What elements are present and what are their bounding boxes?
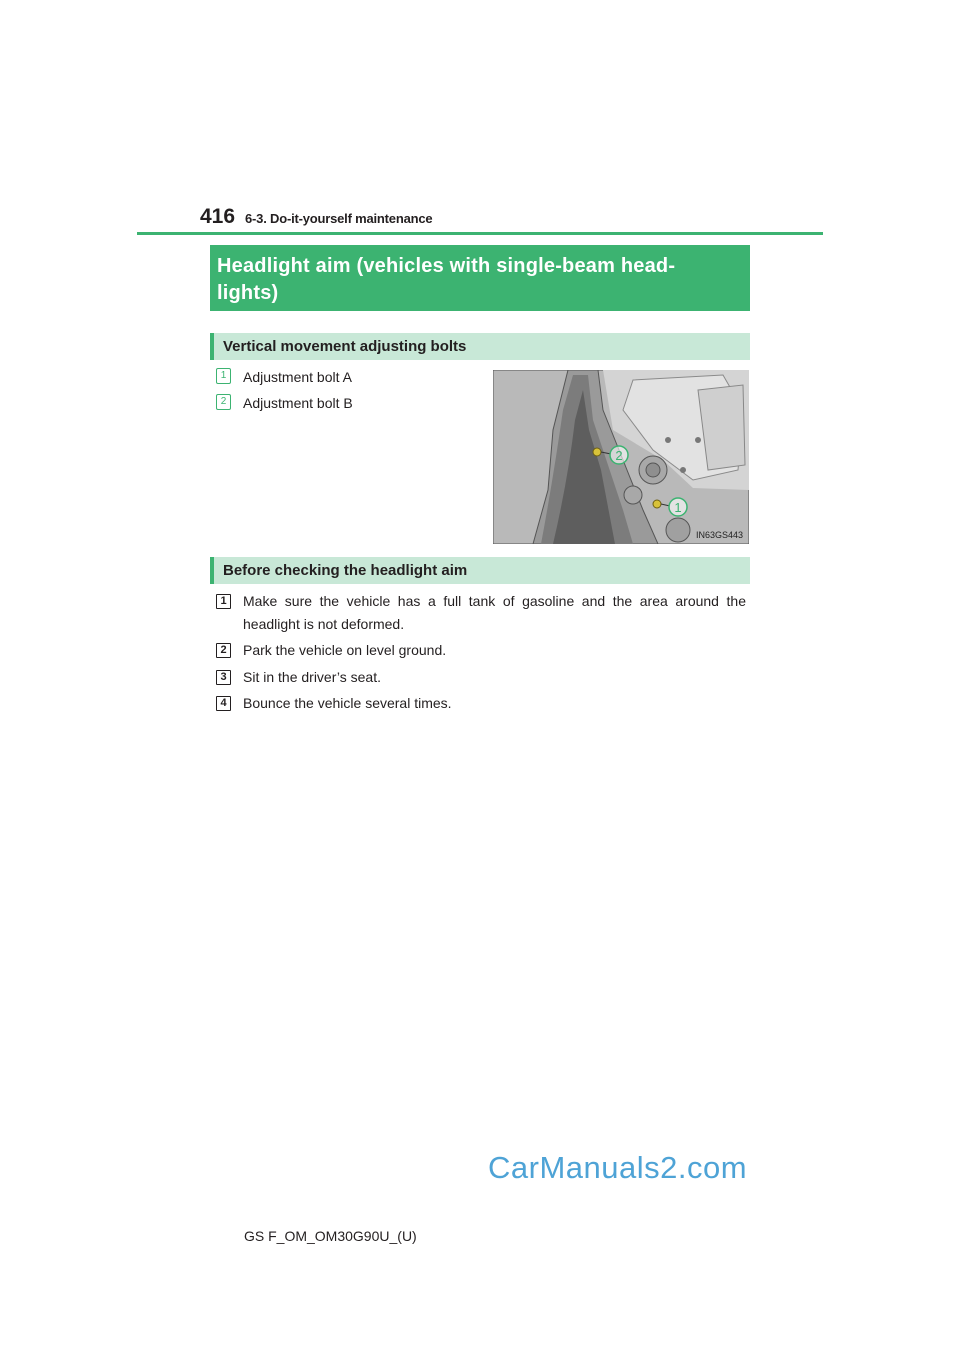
footer-code: GS F_OM_OM30G90U_(U) bbox=[244, 1228, 417, 1244]
step-1-text bbox=[243, 590, 746, 636]
callout-badge-1: 1 bbox=[216, 368, 231, 384]
step-1-line2: headlight is not deformed. bbox=[243, 616, 405, 632]
illustration-code: IN63GS443 bbox=[695, 530, 743, 540]
before-checking-heading: Before checking the headlight aim bbox=[210, 557, 750, 584]
step-1-line1: Make sure the vehicle has a full tank of gasoline and the area around the bbox=[243, 593, 746, 609]
step-badge-3: 3 bbox=[216, 670, 231, 685]
main-title bbox=[210, 245, 750, 311]
step-badge-4: 4 bbox=[216, 696, 231, 711]
headlight-illustration bbox=[493, 370, 749, 544]
step-4-text: Bounce the vehicle several times. bbox=[243, 695, 452, 711]
section-label: 6-3. Do-it-yourself maintenance bbox=[245, 211, 433, 226]
header-divider bbox=[137, 232, 823, 235]
vertical-bolts-heading: Vertical movement adjusting bolts bbox=[210, 333, 750, 360]
step-2-text: Park the vehicle on level ground. bbox=[243, 642, 447, 658]
illustration-callout-1: 1 bbox=[674, 500, 682, 515]
page-number: 416 bbox=[200, 205, 236, 228]
main-title-line2: lights) bbox=[217, 282, 279, 304]
item-label-bolt-a: Adjustment bolt A bbox=[243, 369, 352, 385]
callout-badge-2: 2 bbox=[216, 394, 231, 410]
item-label-bolt-b: Adjustment bolt B bbox=[243, 395, 353, 411]
watermark-logo: CarManuals2.com bbox=[488, 1150, 748, 1185]
step-badge-2: 2 bbox=[216, 643, 231, 658]
step-badge-1: 1 bbox=[216, 594, 231, 609]
step-3-text: Sit in the driver’s seat. bbox=[243, 669, 381, 685]
main-title-line1: Headlight aim (vehicles with single-beam head- bbox=[217, 255, 676, 277]
illustration-callout-2: 2 bbox=[615, 448, 623, 463]
